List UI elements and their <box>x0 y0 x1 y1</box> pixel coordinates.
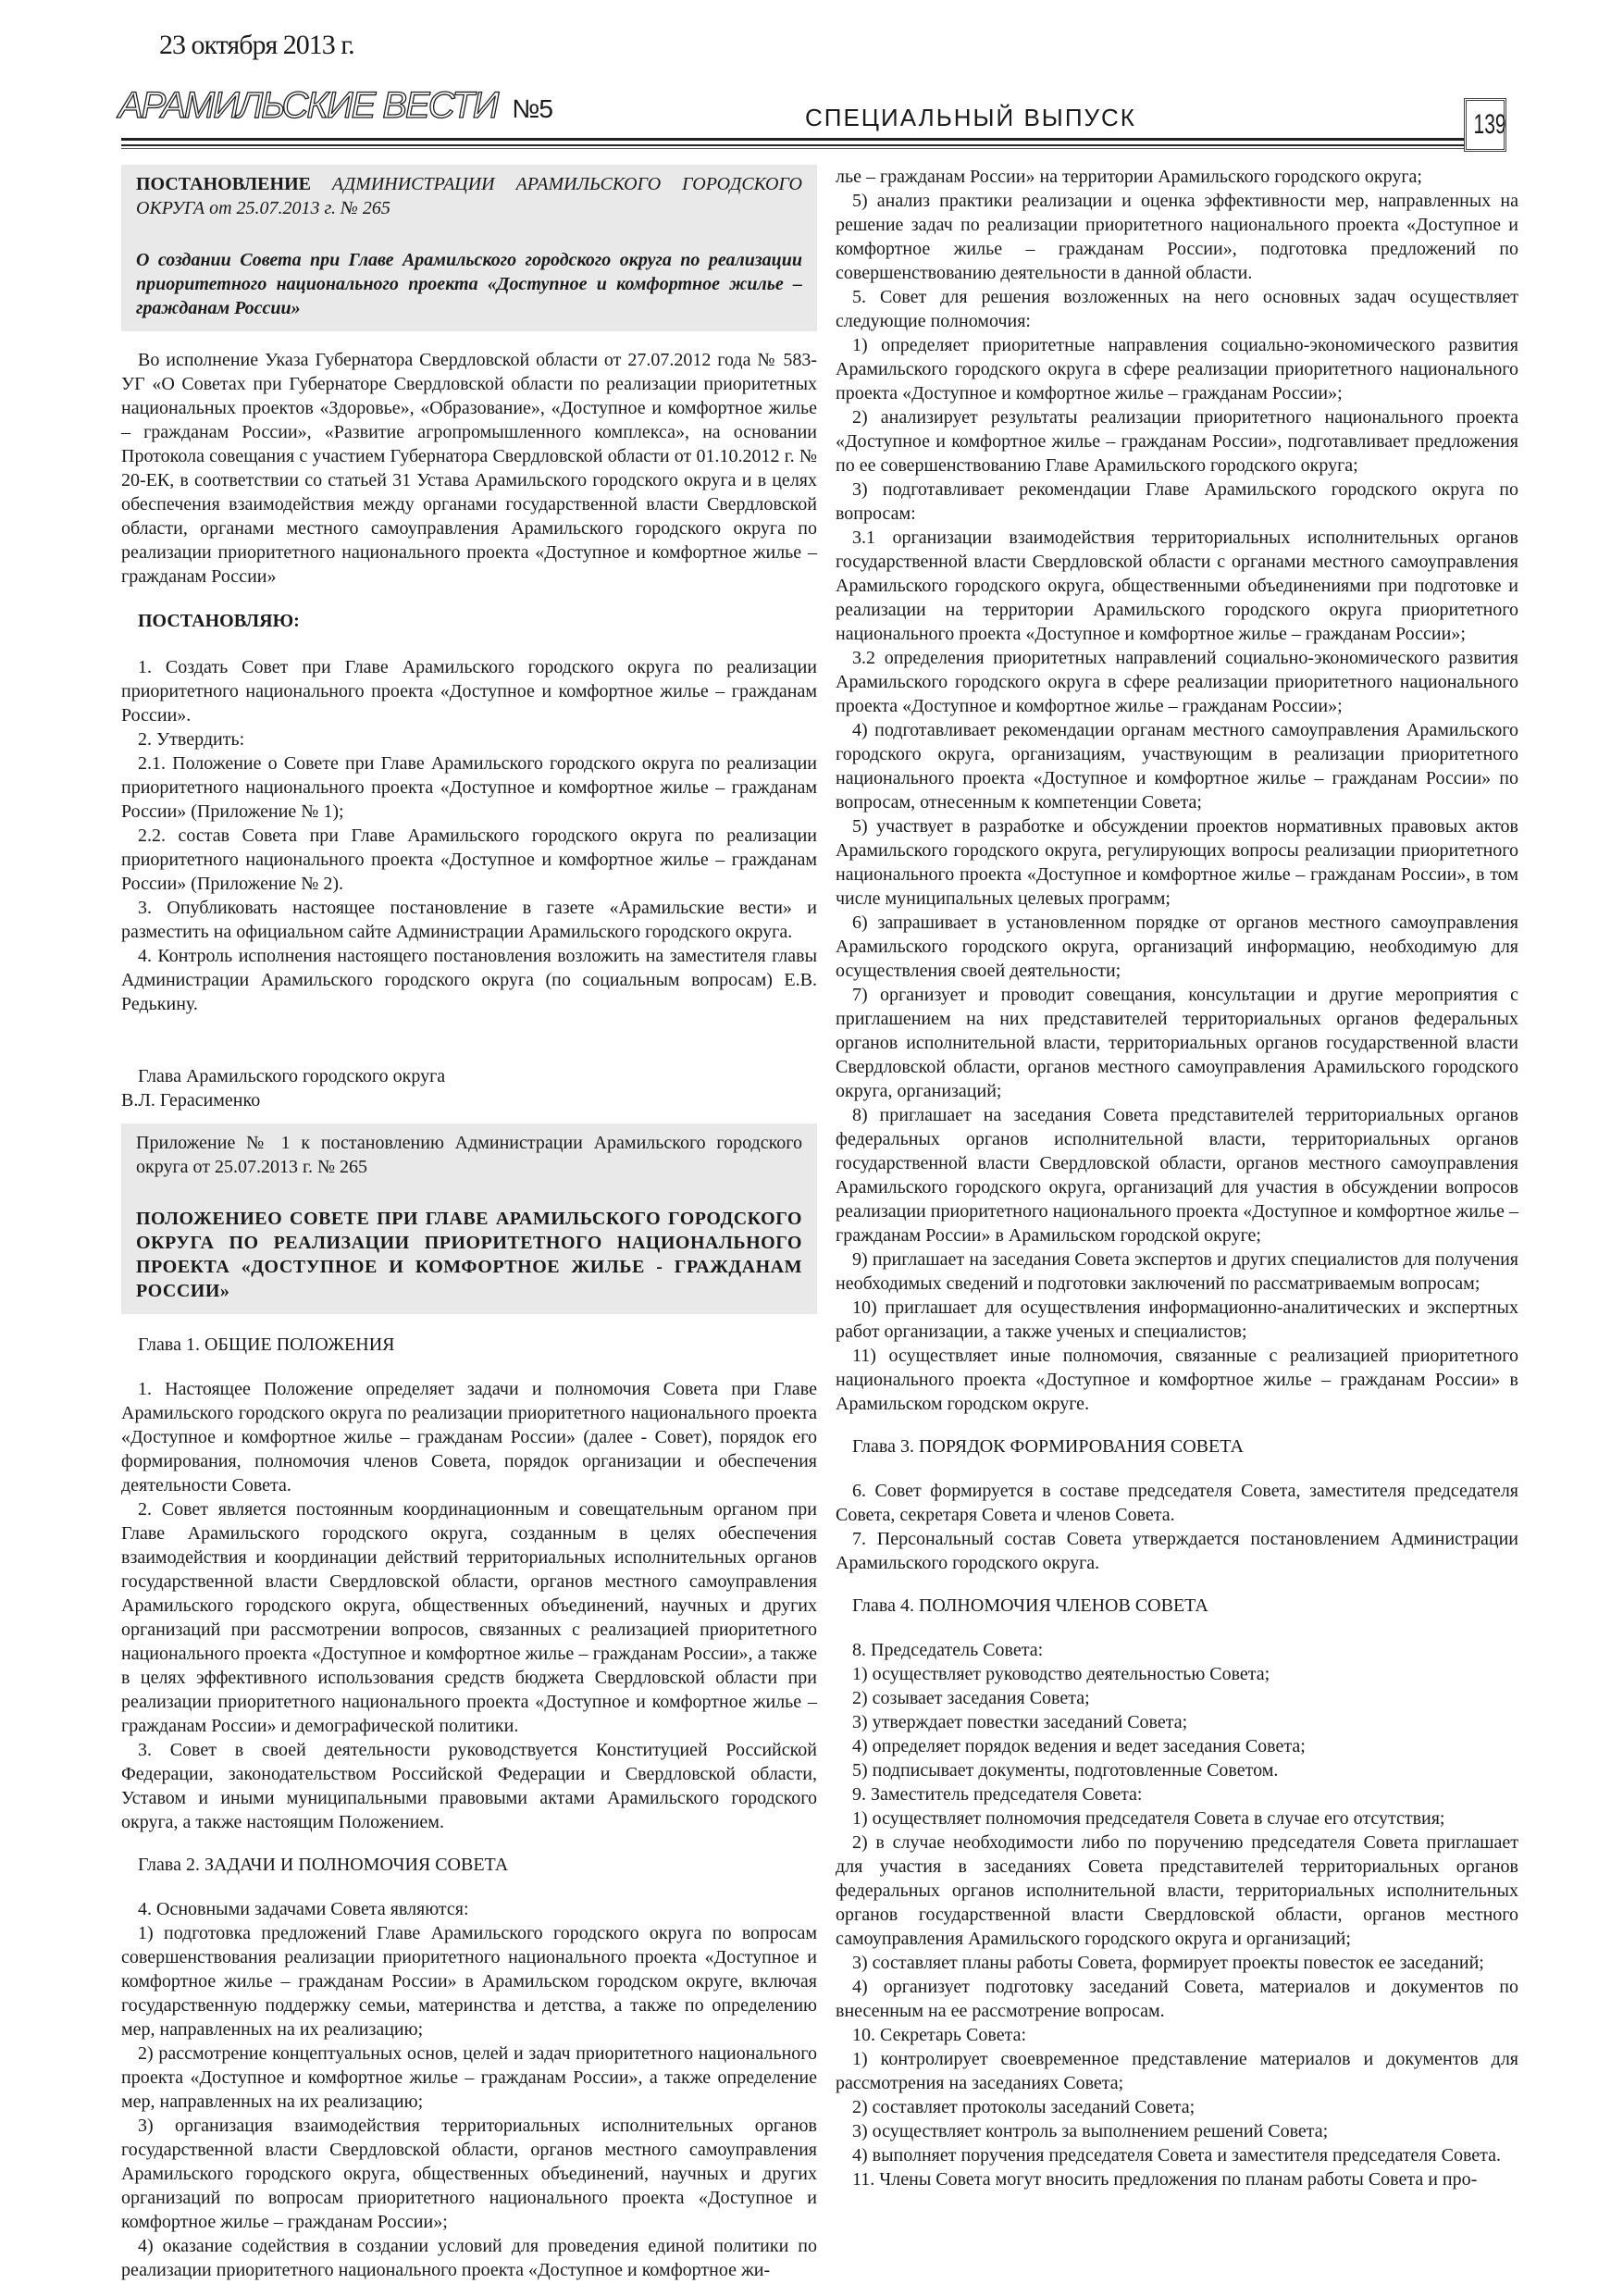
paragraph: 2.1. Положение о Совете при Главе Арамильского городского округа по реализации приоритетного национального проекта «Доступное и комфортное жилье – гражданам России» (Приложение № 1); <box>121 753 817 822</box>
preamble: Во исполнение Указа Губернатора Свердловской области от 27.07.2012 года № 583-УГ «О Советах при Губернаторе Свердловской области по реализации приоритетных национальных проектов «Здоровье», «Образование», «Доступное и комфортное жилье – гражданам России», «Развитие агропромышленного комплекса», на основании Протокола совещания с участием Губернатора Свердловской области от 01.10.2012 г. № 20-ЕК, в соответствии со статьей 31 Устава Арамильского городского округа и в целях обеспечения взаимодействия между органами государственной власти Свердловской области, органами местного самоуправления Арамильского городского округа по реализации приоритетного национального проекта «Доступное и комфортное жилье – гражданам России» <box>121 350 817 587</box>
paragraph: 11. Члены Совета могут вносить предложения по планам работы Совета и про- <box>852 2169 1478 2190</box>
signature-name: В.Л. Герасименко <box>121 1090 261 1111</box>
page-number <box>1464 98 1506 152</box>
signature-position: Глава Арамильского городского округа <box>138 1066 446 1086</box>
paragraph: 1. Создать Совет при Главе Арамильского городского округа по реализации приоритетного национального проекта «Доступное и комфортное жилье – гражданам России». <box>121 657 817 726</box>
paragraph: 4) оказание содействия в создании условий для проведения единой политики по реализации приоритетного национального проекта «Доступное и комфортное жи- <box>121 2236 817 2280</box>
paragraph: 3) осуществляет контроль за выполнением решений Совета; <box>852 2121 1329 2141</box>
paragraph: 11) осуществляет иные полномочия, связанные с реализацией приоритетного национального проекта «Доступное и комфортное жилье – гражданам России» в Арамильском городском округе. <box>836 1346 1518 1414</box>
chapter-1-heading: Глава 1. ОБЩИЕ ПОЛОЖЕНИЯ <box>138 1334 395 1355</box>
paragraph: 8. Председатель Совета: <box>852 1640 1044 1660</box>
decree-header-box <box>121 165 817 331</box>
paragraph: 2.2. состав Совета при Главе Арамильского городского округа по реализации приоритетного национального проекта «Доступное и комфортное жилье – гражданам России» (Приложение № 2). <box>121 825 817 894</box>
paragraph: 4) определяет порядок ведения и ведет заседания Совета; <box>852 1736 1306 1756</box>
paragraph: 10) приглашает для осуществления информационно-аналитических и экспертных работ организации, а также ученых и специалистов; <box>836 1297 1518 1342</box>
paragraph: 7. Персональный состав Совета утверждается постановлением Администрации Арамильского городского округа. <box>836 1529 1518 1573</box>
council-powers-items <box>836 189 1518 1416</box>
paragraph: 3) организация взаимодействия территориальных исполнительных органов государственной власти Свердловской области, органов местного самоуправления Арамильского городского округа, общественных объединений, научных и других организаций по вопросам приоритетного национального проекта «Доступное и комфортное жилье – гражданам России»; <box>121 2116 817 2232</box>
chapter-1-items <box>121 1377 817 1834</box>
page-number-text: 139 <box>1473 109 1506 140</box>
annex-title: ПОЛОЖЕНИЕО СОВЕТЕ ПРИ ГЛАВЕ АРАМИЛЬСКОГО ГОРОДСКОГО ОКРУГА ПО РЕАЛИЗАЦИИ ПРИОРИТЕТНОГО НАЦИОНАЛЬНОГО ПРОЕКТА «ДОСТУПНОЕ И КОМФОРТНОЕ ЖИЛЬЕ - ГРАЖДАНАМ РОССИИ» <box>136 1209 802 1301</box>
paragraph: 4) организует подготовку заседаний Совета, материалов и документов по внесенным на ее рассмотрение вопросам. <box>836 1977 1518 2021</box>
paragraph: 9. Заместитель председателя Совета: <box>852 1784 1143 1805</box>
paragraph: 2) составляет протоколы заседаний Совета; <box>852 2097 1196 2117</box>
paragraph: 2. Утвердить: <box>138 729 245 750</box>
header-rule <box>121 138 1464 146</box>
chapter-2-items <box>121 1897 817 2282</box>
decree-title-bold: ПОСТАНОВЛЕНИЕ <box>136 174 311 194</box>
paragraph: 1. Настоящее Положение определяет задачи и полномочия Совета при Главе Арамильского городского округа по реализации приоритетного национального проекта «Доступное и комфортное жилье – гражданам России» (далее - Совет), порядок его формирования, полномочия членов Совета, порядок организации и обеспечения деятельности Совета. <box>121 1379 817 1496</box>
masthead-row <box>118 85 552 127</box>
annex-reference: Приложение № 1 к постановлению Администрации Арамильского городского округа от 25.07.2013 г. № 265 <box>136 1133 802 1177</box>
section-title: СПЕЦИАЛЬНЫЙ ВЫПУСК <box>805 104 1136 131</box>
paragraph: 9) приглашает на заседания Совета экспертов и других специалистов для получения необходимых сведений и подготовки заключений по рассматриваемым вопросам; <box>836 1249 1518 1294</box>
paragraph: 3) составляет планы работы Совета, формирует проекты повесток ее заседаний; <box>852 1953 1484 1973</box>
paragraph: 8) приглашает на заседания Совета представителей территориальных органов федеральных органов исполнительной власти, территориальных органов государственной власти Свердловской области, органов местного самоуправления Арамильского городского округа, организаций для участия в обсуждении вопросов реализации приоритетного национального проекта «Доступное и комфортное жилье – гражданам России» в Арамильском городской округе; <box>836 1105 1518 1246</box>
paragraph: 2. Совет является постоянным координационным и совещательным органом при Главе Арамильского городского округа, созданным в целях обеспечения взаимодействия и координации действий территориальных исполнительных органов государственной власти Свердловской области, органов местного самоуправления Арамильского городского округа, общественных объединений, научных и других организаций при рассмотрении вопросов, связанных с реализацией приоритетного национального проекта «Доступное и комфортное жилье – гражданам России», а также в целях эффективного использования средств бюджета Свердловской области при реализации приоритетного национального проекта «Доступное и комфортное жилье – гражданам России» и демографической политики. <box>121 1499 817 1736</box>
paragraph: 5) участвует в разработке и обсуждении проектов нормативных правовых актов Арамильского городского округа, регулирующих вопросы реализации приоритетного национального проекта «Доступное и комфортное жилье – гражданам России», в том числе муниципальных целевых программ; <box>836 816 1518 909</box>
paragraph: 3.2 определения приоритетных направлений социально-экономического развития Арамильского городского округа в сфере реализации приоритетного национального проекта «Доступное и комфортное жилье – гражданам России»; <box>836 648 1518 716</box>
paragraph: 2) анализирует результаты реализации приоритетного национального проекта «Доступное и комфортное жилье – гражданам России», подготавливает предложения по ее совершенствованию Главе Арамильского городского округа; <box>836 407 1518 476</box>
chapter-3-heading: Глава 3. ПОРЯДОК ФОРМИРОВАНИЯ СОВЕТА <box>852 1436 1244 1457</box>
decree-items <box>121 655 817 1016</box>
chapter-2-heading: Глава 2. ЗАДАЧИ И ПОЛНОМОЧИЯ СОВЕТА <box>138 1855 509 1875</box>
paragraph: 3. Опубликовать настоящее постановление в газете «Арамильские вести» и разместить на официальном сайте Администрации Арамильского городского округа. <box>121 898 817 942</box>
paragraph: 2) в случае необходимости либо по поручению председателя Совета приглашает для участия в заседаниях Совета представителей территориальных органов федеральных органов исполнительной власти, территориальных исполнительных органов государственной власти Свердловской области, органов местного самоуправления Арамильского городского округа и организаций; <box>836 1832 1518 1949</box>
left-column <box>121 165 817 2282</box>
decree-title-italic: АДМИНИСТРАЦИИ АРАМИЛЬСКОГО ГОРОДСКОГО ОКРУГА от 25.07.2013 г. № 265 <box>136 174 802 218</box>
paragraph: 4) подготавливает рекомендации органам местного самоуправления Арамильского городского округа, организациям, участвующим в реализации приоритетного национального проекта «Доступное и комфортное жилье – гражданам России» по вопросам, отнесенным к компетенции Совета; <box>836 720 1518 813</box>
paragraph: 5) анализ практики реализации и оценка эффективности мер, направленных на решение задач по реализации приоритетного национального проекта «Доступное и комфортное жилье – гражданам России», подготовка предложений по совершенствованию деятельности в данной области. <box>836 191 1518 283</box>
paragraph: 2) созывает заседания Совета; <box>852 1688 1090 1708</box>
paragraph: 5) подписывает документы, подготовленные Советом. <box>852 1760 1279 1781</box>
paragraph: 1) определяет приоритетные направления социально-экономического развития Арамильского городского округа в сфере реализации приоритетного национального проекта «Доступное и комфортное жилье – гражданам России»; <box>836 335 1518 403</box>
paragraph: 2) рассмотрение концептуальных основ, целей и задач приоритетного национального проекта «Доступное и комфортное жилье – гражданам России», а также определение мер, направленных на их реализацию; <box>121 2043 817 2112</box>
paragraph: 3) утверждает повестки заседаний Совета; <box>852 1712 1188 1732</box>
paragraph: 1) подготовка предложений Главе Арамильского городского округа по вопросам совершенствования реализации приоритетного национального проекта «Доступное и комфортное жилье – гражданам России» в Арамильском городском округе, включая государственную поддержку семьи, материнства и детства, а также по определению мер, направленных на их реализацию; <box>121 1923 817 2040</box>
paragraph: 6) запрашивает в установленном порядке от органов местного самоуправления Арамильского городского округа, организаций информацию, необходимую для осуществления своей деятельности; <box>836 912 1518 981</box>
paragraph: 5. Совет для решения возложенных на него основных задач осуществляет следующие полномочия: <box>836 287 1518 331</box>
issue-date: 23 октября 2013 г. <box>159 30 354 60</box>
newspaper-masthead: АРАМИЛЬСКИЕ ВЕСТИ <box>118 85 498 126</box>
paragraph: 3.1 организации взаимодействия территориальных исполнительных органов государственной власти Свердловской области с органами местного самоуправления Арамильского городского округа, общественными объединениями при подготовке и реализации на территории Арамильского городского округа приоритетного национального проекта «Доступное и комфортное жилье – гражданам России»; <box>836 527 1518 644</box>
paragraph: 3. Совет в своей деятельности руководствуется Конституцией Российской Федерации, законодательством Российской Федерации и Свердловской области, Уставом и иными муниципальными правовыми актами Арамильского городского округа, а также настоящим Положением. <box>121 1740 817 1832</box>
chapter-3-items <box>836 1479 1518 1575</box>
header-rule-thin <box>121 148 1464 149</box>
paragraph: 4. Основными задачами Совета являются: <box>138 1899 469 1919</box>
paragraph: 3) подготавливает рекомендации Главе Арамильского городского округа по вопросам: <box>836 479 1518 524</box>
paragraph: 1) контролирует своевременное представление материалов и документов для рассмотрения на заседаниях Совета; <box>836 2049 1518 2093</box>
right-column <box>836 165 1518 2191</box>
paragraph: 1) осуществляет руководство деятельностью Совета; <box>852 1664 1270 1684</box>
paragraph: 7) организует и проводит совещания, консультации и другие мероприятия с приглашением на них представителей территориальных органов федеральных органов исполнительной власти, территориальных органов государственной власти Свердловской области, органов местного самоуправления Арамильского городского округа, организаций; <box>836 985 1518 1101</box>
paragraph: 10. Секретарь Совета: <box>852 2025 1026 2045</box>
decree-title <box>136 172 802 220</box>
decree-subject: О создании Совета при Главе Арамильского городского округа по реализации приоритетного национального проекта «Доступное и комфортное жилье – гражданам России» <box>136 250 802 318</box>
chapter-4-heading: Глава 4. ПОЛНОМОЧИЯ ЧЛЕНОВ СОВЕТА <box>852 1595 1208 1616</box>
annex-box <box>121 1123 817 1314</box>
paragraph: 1) осуществляет полномочия председателя Совета в случае его отсутствия; <box>852 1808 1445 1829</box>
paragraph: 4) выполняет поручения председателя Совета и заместителя председателя Совета. <box>852 2145 1502 2166</box>
decree-word: ПОСТАНОВЛЯЮ: <box>138 611 300 631</box>
continued-text: лье – гражданам России» на территории Арамильского городского округа; <box>836 167 1422 187</box>
chapter-4-items <box>836 1638 1518 2191</box>
paragraph: 6. Совет формируется в составе председателя Совета, заместителя председателя Совета, секретаря Совета и членов Совета. <box>836 1481 1518 1525</box>
issue-number: №5 <box>512 94 552 123</box>
paragraph: 4. Контроль исполнения настоящего постановления возложить на заместителя главы Администрации Арамильского городского округа (по социальным вопросам) Е.В. Редькину. <box>121 946 817 1014</box>
